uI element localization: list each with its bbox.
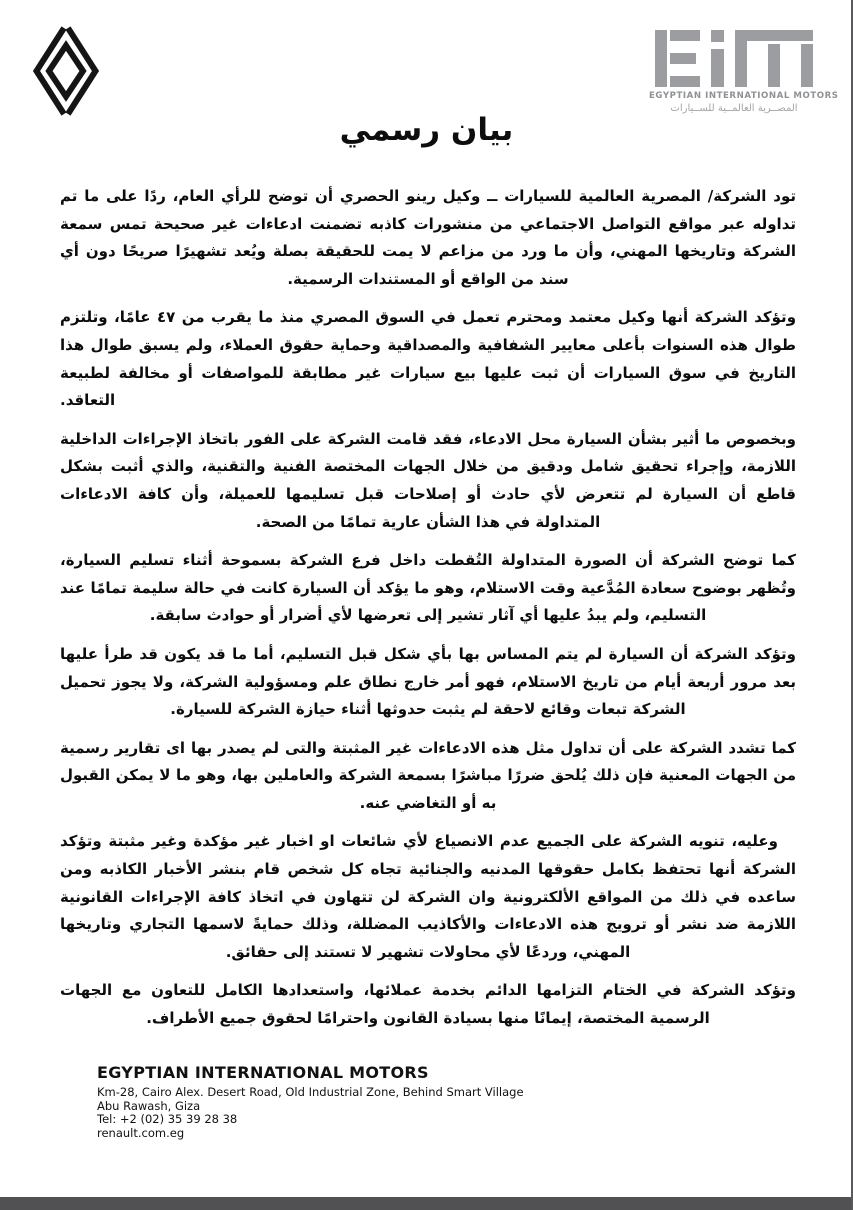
statement-paragraph-8: وتؤكد الشركة في الختام التزامها الدائم بخدمة عملائها، واستعدادها الكامل للتعاون مع الجهات الرسمية المختصة، إيمانًا منها بسيادة القانون واحترامًا لحقوق جميع الأطراف. xyxy=(60,981,796,1028)
statement-body xyxy=(60,183,796,1044)
eim-name-ar: المصــرية العالمــية للســيارات xyxy=(670,103,798,114)
renault-logo xyxy=(33,25,99,117)
statement-paragraph-2: وتؤكد الشركة أنها وكيل معتمد ومحترم تعمل في السوق المصري منذ ما يقرب من ٤٧ عامًا، وتلتزم طوال هذه السنوات بأعلى معايير الشفافية والمصداقية وحماية حقوق العملاء، ولم يسبق طوال هذا التاريخ في سوق السيارات أن ثبت عليها بيع سيارات غير مطابقة للمواصفات أو مخالفة لطبيعة التعاقد. xyxy=(60,308,797,410)
footer-address-line1: Km-28, Cairo Alex. Desert Road, Old Industrial Zone, Behind Smart Village xyxy=(97,1085,524,1099)
statement-paragraph-6: كما تشدد الشركة على أن تداول مثل هذه الادعاءات غير المثبتة والتى لم يصدر بها اى تقارير رسمية من الجهات المعنية فإن ذلك يُلحق ضررًا مباشرًا بسمعة الشركة والعاملين بها، وهو ما لا يمكن القبول به أو التغاضي عنه. xyxy=(60,738,796,812)
statement-paragraph-3: وبخصوص ما أثير بشأن السيارة محل الادعاء، فقد قامت الشركة على الفور باتخاذ الإجراءات الداخلية اللازمة، وإجراء تحقيق شامل ودقيق من خلال الجهات المختصة الفنية والتقنية، والذي أثبت بشكل قاطع أن السيارة لم تتعرض لأي حادث أو إصلاحات قبل تسليمها للعميلة، وأن كافة الادعاءات المتداولة في هذا الشأن عارية تمامًا من الصحة. xyxy=(60,429,796,531)
footer-company-name: EGYPTIAN INTERNATIONAL MOTORS xyxy=(97,1063,429,1082)
footer-website: renault.com.eg xyxy=(97,1125,185,1140)
footer-contact xyxy=(97,1063,524,1140)
footer-phone: Tel: +2 (02) 35 39 28 38 xyxy=(97,1112,238,1126)
statement-paragraph-5: وتؤكد الشركة أن السيارة لم يتم المساس بها بأي شكل قبل التسليم، أما ما قد يكون قد طرأ عليها بعد مرور أربعة أيام من تاريخ الاستلام، فهو أمر خارج نطاق علم ومسؤولية الشركة، ولا يجوز تحميل الشركة تبعات وقائع لاحقة لم يثبت حدوثها أثناء حيازة الشركة للسيارة. xyxy=(60,644,796,719)
statement-title: بيان رسمي xyxy=(339,112,514,148)
statement-paragraph-7: وعليه، تنويه الشركة على الجميع عدم الانصياع لأي شائعات او اخبار غير مؤكدة وغير مثبتة وتؤكد الشركة أنها تحتفظ بكامل حقوقها المدنيه والجنائية تجاه كل شخص قام بنشر الأخبار الكاذبه ومن ساعده في ذلك من المواقع الألكترونية وان الشركة لن تتهاون في اتخاذ كافة الإجراءات القانونية اللازمة ضد نشر أو ترويج هذه الادعاءات والأكاذيب المضللة، وذلك حمايةً لاسمها التجاري وتاريخها المهني، وردعًا لأي محاولات تشهير لا تستند إلى حقائق. xyxy=(60,832,796,961)
eim-wordmark-icon xyxy=(655,30,813,87)
eim-logo xyxy=(649,30,839,114)
statement-paragraph-4: كما توضح الشركة أن الصورة المتداولة التُقطت داخل فرع الشركة بسموحة أثناء تسليم السيارة، وتُظهر بوضوح سعادة المُدَّعية وقت الاستلام، وهو ما يؤكد أن السيارة كانت في حالة سليمة تمامًا عند التسليم، ولم يبدُ عليها أي آثار تشير إلى تعرضها لأي أضرار أو حوادث سابقة. xyxy=(60,551,796,625)
renault-diamond-icon xyxy=(33,25,99,117)
footer-address-line2: Abu Rawash, Giza xyxy=(97,1098,201,1113)
page-bottom-edge xyxy=(0,1197,853,1210)
eim-name-en: EGYPTIAN INTERNATIONAL MOTORS xyxy=(649,91,839,101)
statement-paragraph-1: تود الشركة/ المصرية العالمية للسيارات ــ وكيل رينو الحصري أن توضح للرأي العام، ردًا على ما تم تداوله عبر مواقع التواصل الاجتماعي من منشورات كاذبه تضمنت ادعاءات غير صحيحة تمس سمعة الشركة وتاريخها المهني، وأن ما ورد من مزاعم لا يمت للحقيقة بصلة ويُعد تشهيرًا صريحًا دون أي سند من الواقع أو المستندات الرسمية. xyxy=(60,187,796,288)
